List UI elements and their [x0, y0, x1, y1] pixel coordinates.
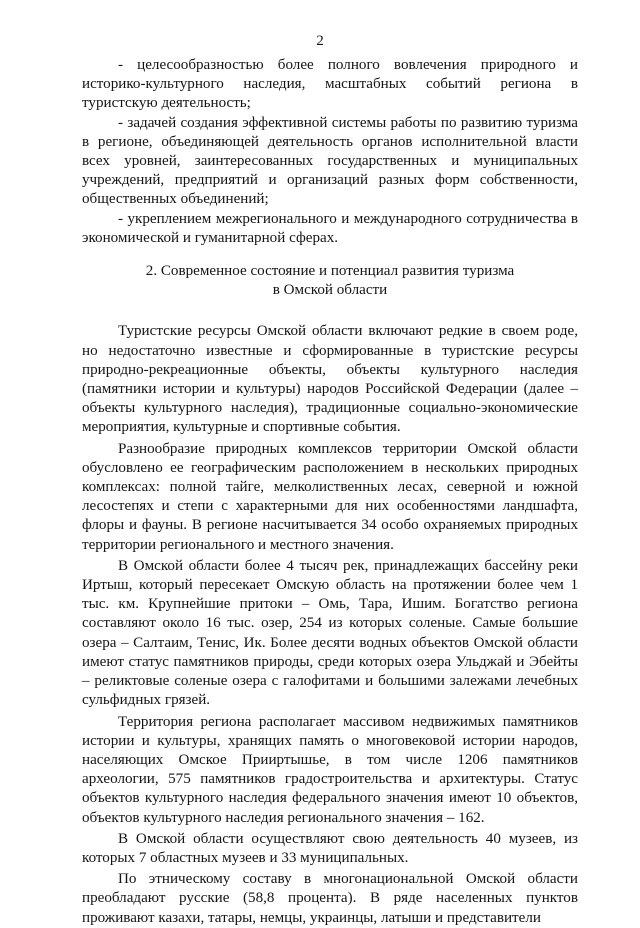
body-paragraph: По этническому составу в многонациональной Омской области преобладают русские (58,8 процента). В ряде населенных пунктов проживают казахи, татары, немцы, украинцы, латыши и представители: [82, 871, 578, 926]
body-paragraph: Территория региона располагает массивом недвижимых памятников истории и культуры, хранящих память о многовековой истории народов, населяющих Омское Прииртышье, в том числе 1206 памятников археологии, 575 памятников градостроительства и архитектуры. Статус объектов культурного наследия федерального значения имеют 10 объектов, объектов культурного наследия регионального значения – 162.: [82, 713, 578, 826]
section-heading-line: 2. Современное состояние и потенциал развития туризма: [145, 263, 515, 280]
intro-list-item: - укреплением межрегионального и международного сотрудничества в экономической и гуманитарной сферах.: [82, 210, 578, 246]
body-paragraph: В Омской области осуществляют свою деятельность 40 музеев, из которых 7 областных музеев и 33 муниципальных.: [82, 830, 578, 866]
document-body: [82, 56, 578, 928]
body-paragraph: Туристские ресурсы Омской области включают редкие в своем роде, но недостаточно известные и сформированные в туристские ресурсы природно-рекреационные объекты, объекты культурного наследия (памятники истории и культуры) народов Российской Федерации (далее – объекты культурного наследия), традиционные социально-экономические мероприятия, культурные и спортивные события.: [82, 323, 578, 436]
page-number: 2: [316, 33, 324, 49]
section-heading-line: в Омской области: [272, 282, 388, 299]
intro-list-item: - задачей создания эффективной системы работы по развитию туризма в регионе, объединяющей деятельность органов исполнительной власти всех уровней, заинтересованных государственных и муниципальных учреждений, предприятий и организаций разных форм собственности, общественных объединений;: [82, 114, 578, 208]
body-paragraph: В Омской области более 4 тысяч рек, принадлежащих бассейну реки Иртыш, который пересекает Омскую область на протяжении более чем 1 тыс. км. Крупнейшие притоки – Омь, Тара, Ишим. Богатство региона составляют около 16 тыс. озер, 254 из которых соленые. Самые большие озера – Салтаим, Тенис, Ик. Более десяти водных объектов Омской области имеют статус памятников природы, среди которых озера Ульджай и Эбейты – реликтовые соленые озера с галофитами и большими залежами лечебных сульфидных грязей.: [82, 557, 578, 709]
intro-list-item: - целесообразностью более полного вовлечения природного и историко-культурного наследия, масштабных событий региона в туристскую деятельность;: [82, 57, 578, 112]
section-heading: [82, 262, 578, 300]
body-paragraph: Разнообразие природных комплексов территории Омской области обусловлено ее географическим расположением в нескольких природных комплексах: полной тайге, мелколиственных лесах, северной и южной лесостепях и степи с характерными для них особенностями ландшафта, флоры и фауны. В регионе насчитывается 34 особо охраняемых природных территории регионального и местного значения.: [82, 440, 578, 553]
